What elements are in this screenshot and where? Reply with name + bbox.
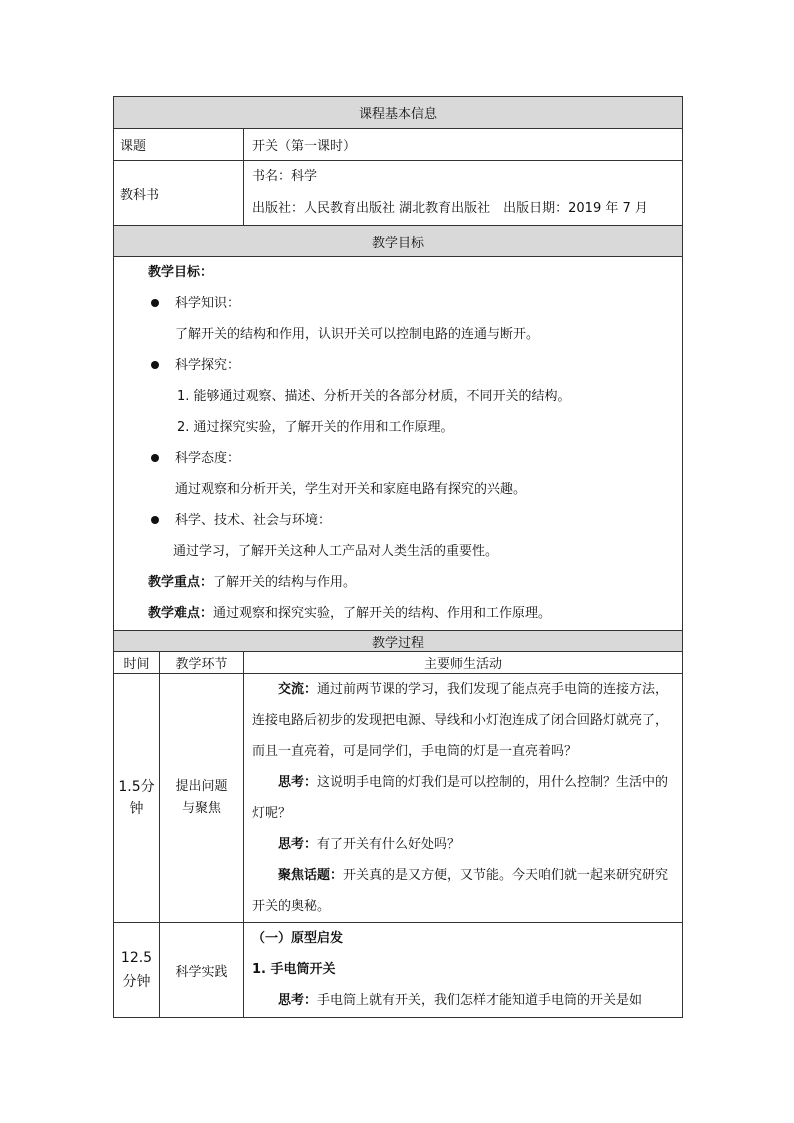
activity-heading: （一）原型启发 (252, 931, 344, 946)
key-text: 了解开关的结构与作用。 (213, 575, 357, 590)
row-activity (244, 923, 683, 1018)
sts-label: 科学、技术、社会与环境： (175, 513, 332, 528)
activity-text: 手电筒上就有开关，我们怎样才能知道手电筒的开关是如 (317, 993, 643, 1008)
row-time: 1.5分钟 (114, 674, 160, 923)
knowledge-text: 了解开关的结构和作用，认识开关可以控制电路的连通与断开。 (175, 327, 540, 342)
key-label: 教学重点： (148, 575, 214, 590)
goals-body (114, 257, 683, 631)
col-header-stage: 教学环节 (160, 652, 244, 674)
activity-subheading: 1. 手电筒开关 (252, 962, 336, 977)
lesson-plan-table (113, 96, 683, 1018)
table-row (114, 674, 683, 923)
attitude-text: 通过观察和分析开关，学生对开关和家庭电路有探究的兴趣。 (175, 482, 527, 497)
row-stage: 科学实践 (160, 923, 244, 1018)
attitude-label: 科学态度： (175, 451, 241, 466)
activity-text: 通过前两节课的学习，我们发现了能点亮手电筒的连接方法，连接电路后初步的发现把电源、导线和小灯泡连成了闭合回路灯就亮了，而且一直亮着，可是同学们，手电筒的灯是一直亮着吗？ (252, 682, 669, 759)
difficulty-text: 通过观察和探究实验，了解开关的结构、作用和工作原理。 (213, 606, 552, 621)
process-header: 教学过程 (114, 631, 683, 652)
row-stage: 提出问题与聚焦 (160, 674, 244, 923)
activity-text: 有了开关有什么好处吗？ (317, 837, 461, 852)
activity-label: 聚焦话题： (278, 868, 344, 883)
bullet-icon (151, 299, 159, 307)
difficulty-label: 教学难点： (148, 606, 214, 621)
inquiry-item-1: 1. 能够通过观察、描述、分析开关的各部分材质，不同开关的结构。 (177, 389, 571, 404)
sts-text: 通过学习，了解开关这种人工产品对人类生活的重要性。 (173, 544, 499, 559)
topic-label: 课题 (114, 129, 244, 161)
bullet-icon (151, 361, 159, 369)
lesson-plan-document (113, 96, 682, 1019)
activity-label: 思考： (278, 775, 318, 790)
table-row (114, 923, 683, 1018)
knowledge-label: 科学知识： (175, 296, 241, 311)
col-header-time: 时间 (114, 652, 160, 674)
topic-value: 开关（第一课时） (244, 129, 683, 161)
inquiry-item-2: 2. 通过探究实验，了解开关的作用和工作原理。 (177, 420, 454, 435)
bullet-icon (151, 454, 159, 462)
row-activity (244, 674, 683, 923)
activity-label: 思考： (278, 837, 318, 852)
activity-text: 这说明手电筒的灯我们是可以控制的，用什么控制？生活中的灯呢？ (252, 775, 669, 821)
col-header-activity: 主要师生活动 (244, 652, 683, 674)
course-info-header: 课程基本信息 (114, 97, 683, 129)
inquiry-label: 科学探究： (175, 358, 241, 373)
activity-label: 思考： (278, 993, 318, 1008)
goals-header: 教学目标 (114, 226, 683, 257)
bullet-icon (151, 516, 159, 524)
activity-label: 交流： (278, 682, 318, 697)
book-name: 书名：科学 (252, 169, 318, 184)
activity-text: 开关真的是又方便，又节能。今天咱们就一起来研究研究开关的奥秘。 (252, 868, 669, 914)
publisher-info: 出版社：人民教育出版社 湖北教育出版社 出版日期：2019 年 7 月 (252, 201, 648, 216)
textbook-label: 教科书 (114, 161, 244, 226)
row-time: 12.5分钟 (114, 923, 160, 1018)
goals-title: 教学目标： (148, 265, 214, 280)
